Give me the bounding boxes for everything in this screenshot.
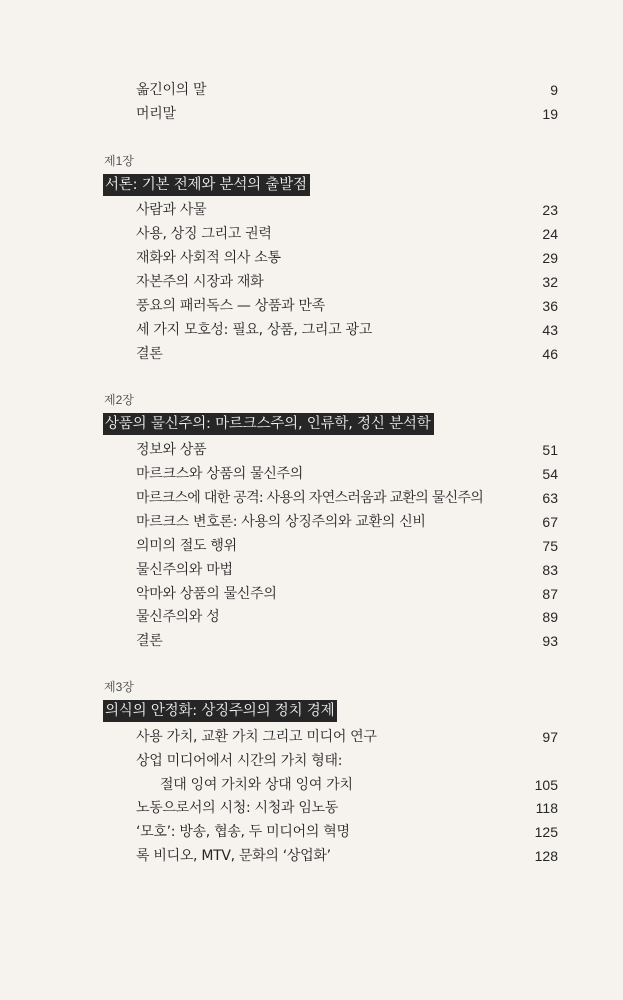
toc-entry-title: 마르크스와 상품의 물신주의	[136, 466, 303, 482]
toc-entry-title: 마르크스 변호론: 사용의 상징주의와 교환의 신비	[136, 514, 426, 530]
toc-entry	[136, 751, 558, 771]
toc-entry-title: ‘모호’: 방송, 협송, 두 미디어의 혁명	[136, 824, 350, 840]
chapter-heading: 상품의 물신주의: 마르크스주의, 인류학, 정신 분석학	[103, 413, 434, 435]
toc-entry	[136, 200, 558, 220]
toc-entry	[136, 607, 558, 627]
toc-entry-title: 머리말	[136, 106, 176, 122]
toc-entry	[136, 727, 558, 747]
toc-entry-title: 록 비디오, MTV, 문화의 ‘상업화’	[136, 848, 331, 864]
toc-entry-page: 43	[542, 322, 558, 338]
toc-entry-title: 물신주의와 마법	[136, 562, 233, 578]
chapter-label: 제1장	[104, 154, 134, 168]
toc-entry-page: 89	[542, 609, 558, 625]
toc-entry-title: 사용 가치, 교환 가치 그리고 미디어 연구	[136, 729, 377, 745]
toc-entry-page: 125	[534, 824, 558, 840]
toc-entry-title: 결론	[136, 346, 163, 362]
toc-entry	[136, 536, 558, 556]
toc-entry	[136, 560, 558, 580]
chapter-label: 제2장	[104, 393, 134, 407]
toc-entry-page: 93	[542, 633, 558, 649]
toc-entry-page: 46	[542, 346, 558, 362]
toc-entry	[136, 440, 558, 460]
toc-entry	[136, 272, 558, 292]
toc-entry-page: 36	[542, 298, 558, 314]
chapter-heading: 의식의 안정화: 상징주의의 정치 경제	[103, 700, 337, 722]
toc-entry-title: 자본주의 시장과 재화	[136, 274, 264, 290]
toc-entry-page: 118	[535, 800, 558, 816]
toc-entry	[136, 464, 558, 484]
toc-entry	[136, 631, 558, 651]
toc-entry-title: 상업 미디어에서 시간의 가치 형태:	[136, 753, 343, 769]
toc-entry-page: 105	[534, 777, 558, 793]
toc-entry-title: 세 가지 모호성: 필요, 상품, 그리고 광고	[136, 322, 372, 338]
toc-entry-title: 노동으로서의 시청: 시청과 임노동	[136, 800, 339, 816]
toc-entry-page: 67	[542, 514, 558, 530]
toc-entry-page: 83	[542, 562, 558, 578]
toc-entry-page: 51	[542, 442, 558, 458]
toc-entry-title: 악마와 상품의 물신주의	[136, 586, 277, 602]
toc-entry-page: 32	[542, 274, 558, 290]
toc-entry-page: 29	[542, 250, 558, 266]
toc-entry	[136, 584, 558, 604]
toc-entry-title: 정보와 상품	[136, 442, 207, 458]
toc-entry	[136, 512, 558, 532]
toc-entry-title: 사용, 상징 그리고 권력	[136, 226, 272, 242]
toc-entry-page: 54	[542, 466, 558, 482]
toc-entry-page: 87	[542, 586, 558, 602]
toc-entry-title: 마르크스에 대한 공격: 사용의 자연스러움과 교환의 물신주의	[136, 490, 484, 506]
toc-entry	[136, 488, 558, 508]
toc-entry	[136, 104, 558, 124]
toc-entry-page: 75	[542, 538, 558, 554]
toc-entry	[136, 80, 558, 100]
toc-entry	[136, 846, 558, 866]
toc-entry-title: 의미의 절도 행위	[136, 538, 237, 554]
toc-entry-page: 24	[542, 226, 558, 242]
chapter-heading: 서론: 기본 전제와 분석의 출발점	[103, 174, 310, 196]
toc-entry-page: 23	[542, 202, 558, 218]
toc-entry	[136, 320, 558, 340]
toc-entry-page: 19	[542, 106, 558, 122]
toc-entry	[136, 344, 558, 364]
toc-entry-title: 재화와 사회적 의사 소통	[136, 250, 281, 266]
toc-entry-page: 128	[534, 848, 558, 864]
toc-entry	[136, 248, 558, 268]
toc-entry-title: 옮긴이의 말	[136, 82, 207, 98]
toc-entry-title: 풍요의 패러독스 — 상품과 만족	[136, 298, 325, 314]
toc-entry-page: 63	[542, 490, 558, 506]
toc-entry-title: 사람과 사물	[136, 202, 207, 218]
toc-entry	[136, 822, 558, 842]
toc-entry-title: 절대 잉여 가치와 상대 잉여 가치	[160, 777, 353, 793]
toc-entry-title: 결론	[136, 633, 163, 649]
toc-entry	[136, 224, 558, 244]
toc-entry-page: 97	[542, 729, 558, 745]
toc-entry	[136, 296, 558, 316]
toc-entry-page: 9	[550, 82, 558, 98]
toc-entry-title: 물신주의와 성	[136, 609, 220, 625]
chapter-label: 제3장	[104, 680, 134, 694]
toc-entry	[136, 798, 558, 818]
toc-entry	[136, 775, 558, 795]
